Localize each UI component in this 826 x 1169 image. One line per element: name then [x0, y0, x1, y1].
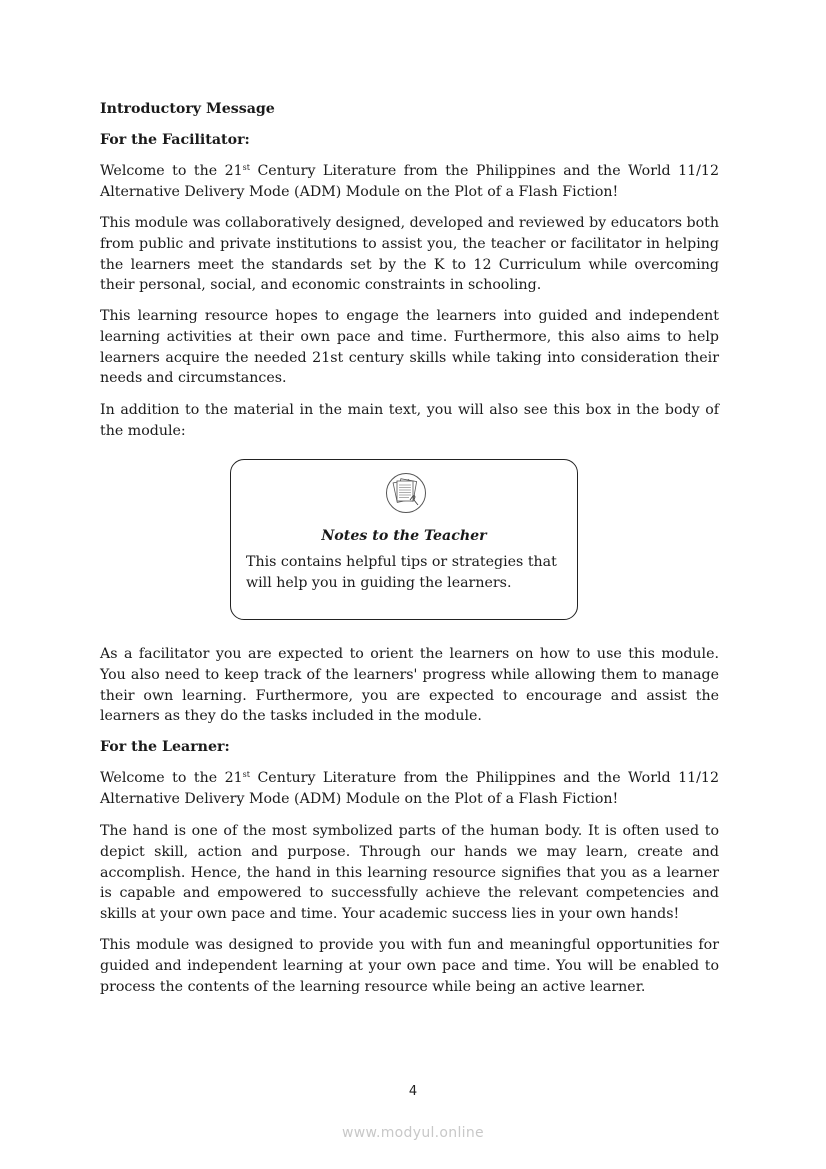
facilitator-heading: For the Facilitator:: [100, 132, 250, 148]
learner-paragraph-2: This module was designed to provide you with fun and meaningful opportunities for guided and independent learning at your own pace and time. You will be enabled to process the contents of the learning resource while being an active learner.: [100, 937, 719, 995]
notes-box-title: Notes to the Teacher: [321, 528, 487, 544]
facilitator-paragraph-4: As a facilitator you are expected to orient the learners on how to use this module. You also need to keep track of the learners' progress while allowing them to manage their own learning. Furthermore, you are expected to encourage and assist the learners as they do the tasks included in the module.: [100, 646, 719, 725]
section-heading: Introductory Message: [100, 101, 275, 117]
welcome-text-cont: Century Literature from the Philippines and the World 11/12 Alternative Delivery Mode (ADM) Module on the Plot of a Flash Fiction!: [100, 770, 719, 807]
page-number: 4: [408, 1084, 418, 1099]
ordinal-superscript: st: [242, 770, 250, 779]
notes-box-body: This contains helpful tips or strategies that will help you in guiding the learners.: [246, 554, 557, 591]
facilitator-paragraph-1: This module was collaboratively designed, developed and reviewed by educators both from public and private institutions to assist you, the teacher or facilitator in helping the learners meet the standards set by the K to 12 Curriculum while overcoming their personal, social, and economic constraints in schooling.: [100, 215, 719, 294]
facilitator-paragraph-3: In addition to the material in the main text, you will also see this box in the body of the module:: [100, 402, 719, 439]
ordinal-superscript: st: [242, 163, 250, 172]
welcome-text: Welcome to the 21: [100, 770, 243, 786]
learner-welcome-paragraph: [100, 768, 719, 810]
learner-heading: For the Learner:: [100, 739, 230, 755]
watermark: www.modyul.online: [342, 1125, 484, 1141]
facilitator-paragraph-2: This learning resource hopes to engage the learners into guided and independent learning activities at their own pace and time. Furthermore, this also aims to help learners acquire the needed 21st century skills while taking into consideration their needs and circumstances.: [100, 308, 719, 387]
notes-paper-hand-icon: [385, 472, 427, 514]
facilitator-welcome-paragraph: [100, 161, 719, 203]
welcome-text-cont: Century Literature from the Philippines and the World 11/12 Alternative Delivery Mode (ADM) Module on the Plot of a Flash Fiction!: [100, 163, 719, 200]
welcome-text: Welcome to the 21: [100, 163, 243, 179]
notes-to-teacher-box: [230, 459, 578, 620]
learner-paragraph-1: The hand is one of the most symbolized parts of the human body. It is often used to depict skill, action and purpose. Through our hands we may learn, create and accomplish. Hence, the hand in this learning resource signifies that you as a learner is capable and empowered to successfully achieve the relevant competencies and skills at your own pace and time. Your academic success lies in your own hands!: [100, 823, 719, 923]
